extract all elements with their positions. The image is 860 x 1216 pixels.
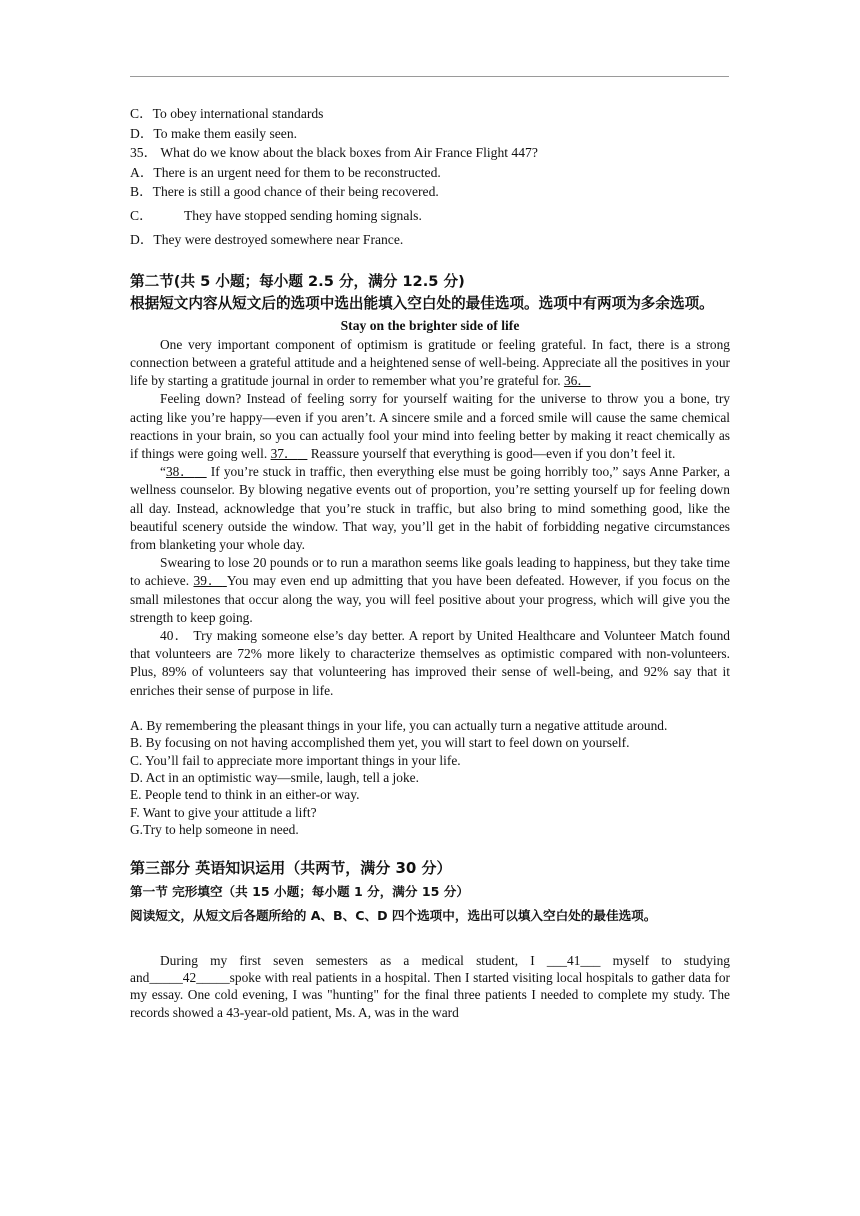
choice-list: [130, 717, 730, 839]
option-line: D．They were destroyed somewhere near France.: [130, 231, 404, 247]
choice-c: C. You’ll fail to appreciate more important things in your life.: [130, 752, 461, 768]
blank-38: 38．: [165, 464, 195, 480]
paragraph: “38． If you’re stuck in traffic, then everything else must be going horribly too,” says Anne Parker, a wellness counselor. By blowing negative events out of proportion, you’re setting yourself up for feeling down all day. Instead, acknowledge that you’re stuck in traffic, but also bring to mind something good, like the beautiful scenery outside the window. That way, you’ll get in the habit of forbidding negative circumstances from blanketing your whole day.: [130, 464, 731, 552]
part-three: [130, 856, 730, 928]
paragraph-text: One very important component of optimism is gratitude or feeling grateful. In fact, there is a strong connection between a grateful attitude and a heightened sense of well-being. Appreciate all the positives in your life by starting a gratitude journal in order to remember what you’re grateful for.: [130, 336, 730, 389]
paragraph: [130, 390, 730, 463]
option-text: They have stopped sending homing signals.: [184, 207, 422, 223]
choice-b: B. By focusing on not having accomplished them yet, you will start to feel down on yourself.: [130, 735, 630, 751]
option-line: A．There is an urgent need for them to be reconstructed.: [130, 164, 441, 180]
paragraph-text: Swearing to lose 20 pounds or to run a marathon seems like goals leading to happiness, but they take time to achieve.: [130, 555, 730, 589]
option-line: B．There is still a good chance of their being recovered.: [130, 184, 439, 200]
blank-39: 39．: [193, 573, 223, 589]
choice-d: D. Act in an optimistic way—smile, laugh, tell a joke.: [130, 770, 419, 786]
blank-36: 36．: [563, 373, 591, 389]
paragraph-text: If you’re stuck in traffic, then everything else must be going horribly too,” says Anne Parker, a wellness counselor. By blowing negative events out of proportion, you’re setting yourself up for feeling down all day. Instead, acknowledge that you’re stuck in traffic, but also bring to mind something good, like the beautiful scenery outside the window. That way, you’ll get in the habit of forbidding negative circumstances from blanketing your whole day.: [130, 464, 731, 552]
part-subtitle: 第一节 完形填空（共 15 小题；每小题 1 分，满分 15 分）: [130, 883, 469, 899]
section-title: 第二节(共 5 小题；每小题 2.5 分，满分 12.5 分): [130, 273, 465, 291]
part-instruction: 阅读短文，从短文后各题所给的 A、B、C、D 四个选项中，选出可以填入空白处的最佳选项。: [130, 907, 657, 923]
paragraph: [130, 554, 730, 627]
header-rule: [130, 76, 729, 77]
choice-a: A. By remembering the pleasant things in your life, you can actually turn a negative attitude around.: [130, 717, 668, 733]
option-letter: C．: [130, 207, 153, 223]
choice-g: G.Try to help someone in need.: [130, 822, 299, 838]
document-page: [130, 104, 730, 1035]
paragraph-text: Feeling down? Instead of feeling sorry for yourself waiting for the universe to throw you a bone, try acting like you’re happy—even if you aren’t. A sincere smile and a forced smile will cause the same chemical reactions in your brain, so you can actually fool your mind into feeling better by making it react chemically as if things were going well.: [130, 391, 730, 461]
part-title: 第三部分 英语知识运用（共两节，满分 30 分）: [130, 858, 452, 877]
blank-37: 37．: [270, 445, 298, 461]
choice-e: E. People tend to think in an either-or way.: [130, 787, 360, 803]
section-instruction: 根据短文内容从短文后的选项中选出能填入空白处的最佳选项。选项中有两项为多余选项。: [130, 295, 714, 313]
paragraph: 40． Try making someone else’s day better. A report by United Healthcare and Volunteer Match found that volunteers are 72% more likely to characterize themselves as optimistic compared with non-volunteers. Plus, 89% of volunteers say that volunteering has improved their sense of well-being, and 92% say that it enriches their sense of purpose in life.: [130, 628, 730, 698]
option-line: [130, 206, 730, 226]
option-line: C．To obey international standards: [130, 106, 324, 121]
paragraph-text: You may even end up admitting that you have been defeated. However, if you focus on the small milestones that occur along the way, you will feel positive about your progress, which will give you the strength to keep going.: [130, 573, 730, 625]
paragraph-text: Reassure yourself that everything is good—even if you don’t feel it.: [307, 445, 676, 461]
paragraph: [130, 336, 730, 391]
question-35: 35． What do we know about the black boxes from Air France Flight 447?: [130, 145, 538, 161]
cloze-passage: During my first seven semesters as a medical student, I ___41___ myself to studying and_____42_____spoke with real patients in a hospital. Then I started visiting local hospitals to gather data for my essay. One cold evening, I was "hunting" for the final three patients I needed to complete my study. The records showed a 43-year-old patient, Ms. A, was in the ward: [130, 952, 730, 1020]
passage-title: Stay on the brighter side of life: [340, 318, 520, 334]
option-line: D．To make them easily seen.: [130, 125, 298, 141]
choice-f: F. Want to give your attitude a lift?: [130, 804, 317, 820]
